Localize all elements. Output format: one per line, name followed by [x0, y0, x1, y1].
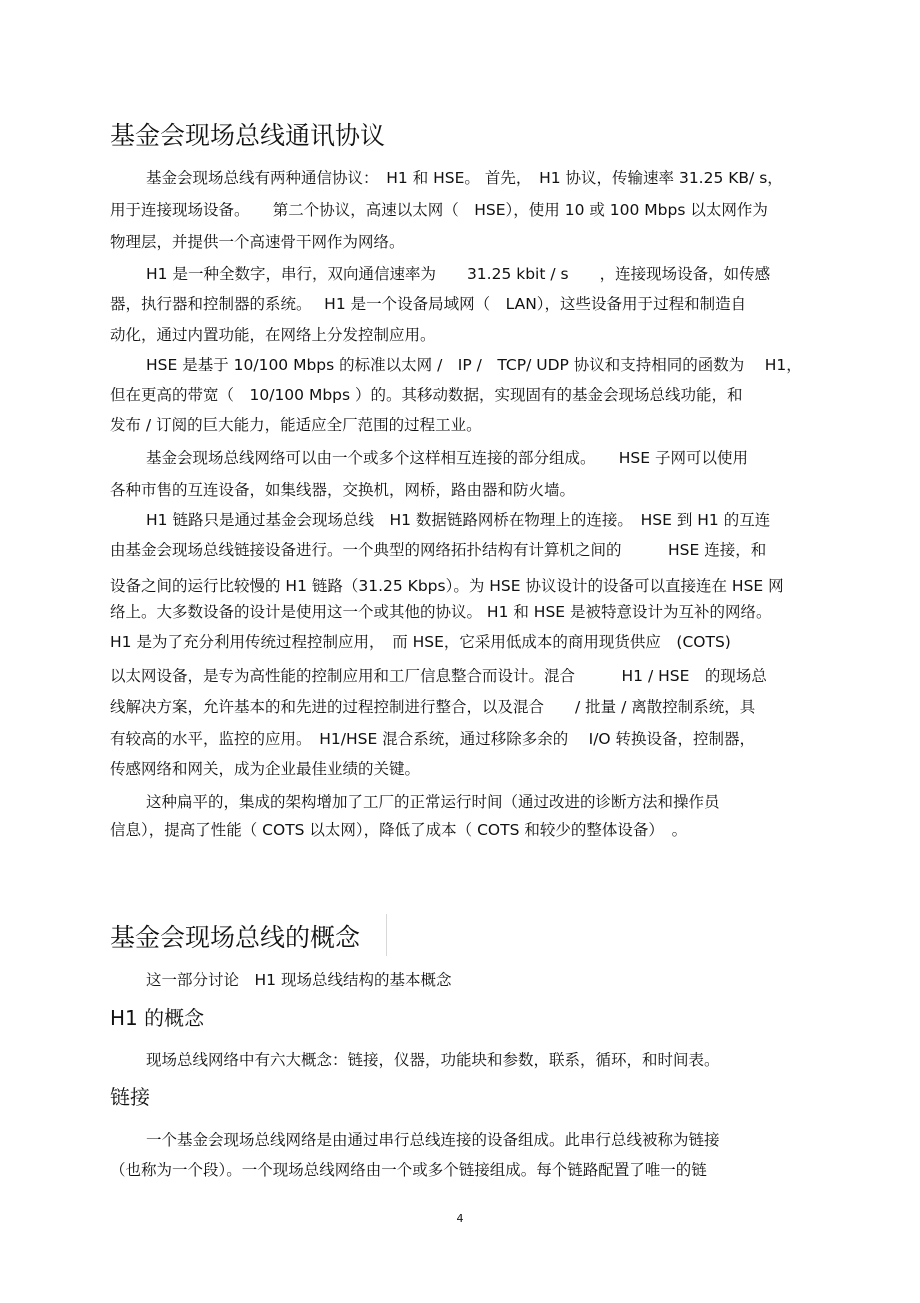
p5-line1: H1 链路只是通过基金会现场总线 H1 数据链路网桥在物理上的连接。 HSE 到 H1 的互连 [146, 511, 771, 529]
link-line1: 一个基金会现场总线网络是由通过串行总线连接的设备组成。此串行总线被称为链接 [146, 1131, 720, 1149]
p5-line8: 有较高的水平，监控的应用。 H1/HSE 混合系统，通过移除多余的 I/O 转换设备，控制器， [110, 730, 756, 748]
p5-line2: 由基金会现场总线链接设备进行。一个典型的网络拓扑结构有计算机之间的 HSE 连接，和 [110, 541, 767, 559]
p3-line2: 但在更高的带宽（ 10/100 Mbps ）的。其移动数据，实现固有的基金会现场总线功能，和 [110, 386, 743, 404]
section-title-concepts: 基金会现场总线的概念 [110, 923, 361, 952]
p4-line1: 基金会现场总线网络可以由一个或多个这样相互连接的部分组成。 HSE 子网可以使用 [146, 449, 748, 467]
section-title-protocol: 基金会现场总线通讯协议 [110, 121, 386, 150]
p4-line2: 各种市售的互连设备，如集线器，交换机，网桥，路由器和防火墙。 [110, 481, 576, 499]
p1-line2: 用于连接现场设备。 第二个协议，高速以太网（ HSE），使用 10 或 100 Mbps 以太网作为 [110, 201, 768, 219]
p5-line3: 设备之间的运行比较慢的 H1 链路（31.25 Kbps）。为 HSE 协议设计的设备可以直接连在 HSE 网 [110, 577, 784, 595]
p5-line9: 传感网络和网关，成为企业最佳业绩的关键。 [110, 760, 421, 778]
p3-line3: 发布 / 订阅的巨大能力，能适应全厂范围的过程工业。 [110, 416, 482, 434]
h1-concepts-text: 现场总线网络中有六大概念：链接，仪器，功能块和参数，联系，循环，和时间表。 [146, 1051, 720, 1069]
heading-divider [386, 914, 387, 956]
concepts-intro: 这一部分讨论 H1 现场总线结构的基本概念 [146, 971, 452, 989]
p5-line5: H1 是为了充分利用传统过程控制应用， 而 HSE，它采用低成本的商用现货供应 (COTS) [110, 633, 731, 651]
subheading-link: 链接 [110, 1085, 150, 1109]
p5-line4: 络上。大多数设备的设计是使用这一个或其他的协议。 H1 和 HSE 是被特意设计为互补的网络。 [110, 603, 772, 621]
p2-line1: H1 是一种全数字，串行，双向通信速率为 31.25 kbit / s ，连接现场设备，如传感 [146, 265, 771, 283]
p5-line7: 线解决方案，允许基本的和先进的过程控制进行整合，以及混合 / 批量 / 离散控制系统，具 [110, 698, 756, 716]
page-number: 4 [456, 1212, 464, 1225]
p2-line2: 器，执行器和控制器的系统。 H1 是一个设备局域网（ LAN），这些设备用于过程和制造自 [110, 295, 747, 313]
p5-line6: 以太网设备，是专为高性能的控制应用和工厂信息整合而设计。混合 H1 / HSE 的现场总 [110, 667, 767, 685]
p6-line1: 这种扁平的，集成的架构增加了工厂的正常运行时间（通过改进的诊断方法和操作员 [146, 793, 720, 811]
p1-line1: 基金会现场总线有两种通信协议： H1 和 HSE。 首先， H1 协议，传输速率 31.25 KB/ s， [146, 169, 783, 187]
p6-line2: 信息），提高了性能（ COTS 以太网），降低了成本（ COTS 和较少的整体设备） 。 [110, 821, 688, 839]
subheading-h1-concepts: H1 的概念 [110, 1006, 205, 1030]
link-line2: （也称为一个段）。一个现场总线网络由一个或多个链接组成。每个链路配置了唯一的链 [110, 1161, 707, 1179]
p1-line3: 物理层，并提供一个高速骨干网作为网络。 [110, 233, 405, 251]
p3-line1: HSE 是基于 10/100 Mbps 的标准以太网 / IP / TCP/ UDP 协议和支持相同的函数为 H1， [146, 356, 802, 374]
p2-line3: 动化，通过内置功能，在网络上分发控制应用。 [110, 326, 436, 344]
